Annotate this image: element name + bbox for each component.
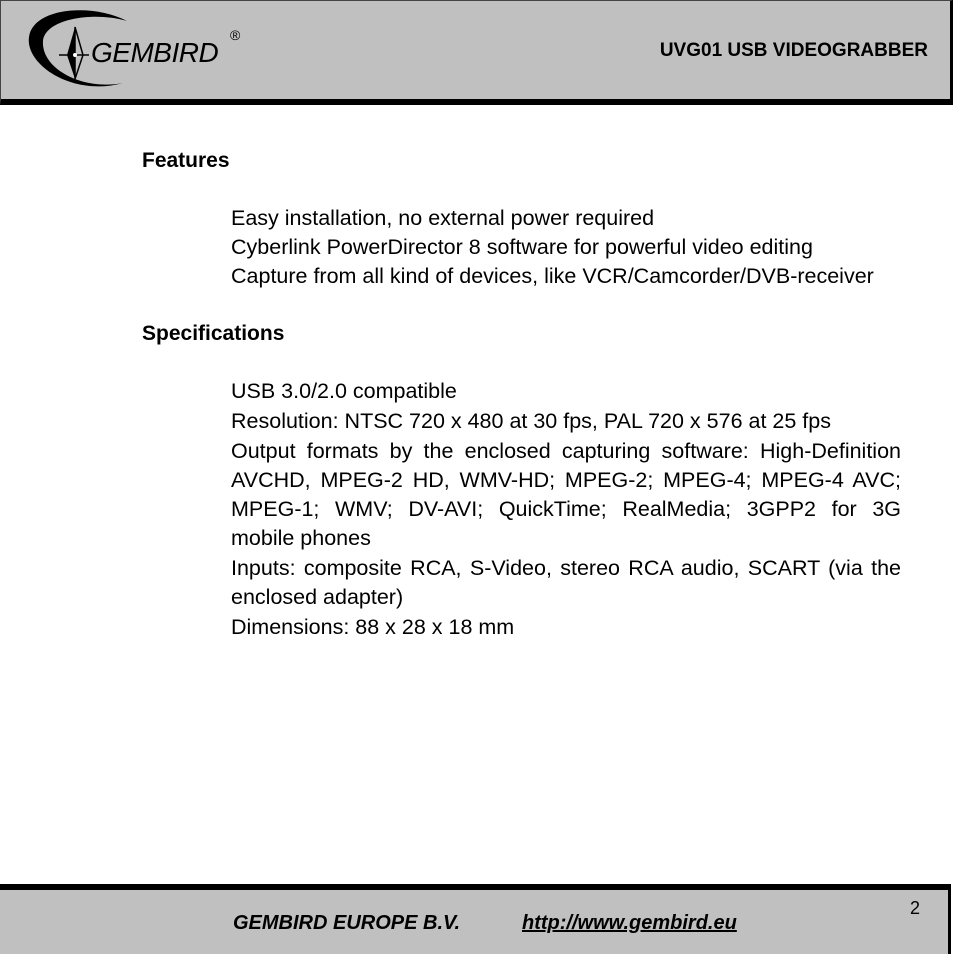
page-header [0,0,953,105]
page-number: 2 [909,898,920,918]
spec-item: Output formats by the enclosed capturing software: High-Definition AVCHD, MPEG-2 HD, WMV-HD; MPEG-2; MPEG-4; MPEG-4 AVC; MPEG-1; WMV; DV-AVI; QuickTime; RealMedia; 3GPP2 for 3G mobile phones [231,439,901,550]
feature-item: Cyberlink PowerDirector 8 software for powerful video editing [231,235,813,259]
document-body [142,146,902,642]
feature-item: Easy installation, no external power required [231,206,655,230]
spec-item: Dimensions: 88 x 28 x 18 mm [231,615,515,639]
features-heading: Features [142,149,230,172]
registered-mark: ® [230,27,241,43]
spec-item: Resolution: NTSC 720 x 480 at 30 fps, PAL 720 x 576 at 25 fps [231,409,831,433]
spec-item: USB 3.0/2.0 compatible [231,379,457,403]
features-list [231,204,901,291]
footer-company: GEMBIRD EUROPE B.V. [233,912,461,934]
gembird-logo [23,7,263,93]
feature-item: Capture from all kind of devices, like VCR/Camcorder/DVB-receiver [231,264,874,288]
header-title: UVG01 USB VIDEOGRABBER [659,40,928,61]
logo-text: GEMBIRD [91,37,219,68]
website-link[interactable]: http://www.gembird.eu [522,912,737,934]
specifications-list [231,377,901,642]
page-footer [0,884,951,954]
specifications-heading: Specifications [142,322,285,345]
spec-item: Inputs: composite RCA, S-Video, stereo RCA audio, SCART (via the enclosed adapter) [231,556,901,609]
